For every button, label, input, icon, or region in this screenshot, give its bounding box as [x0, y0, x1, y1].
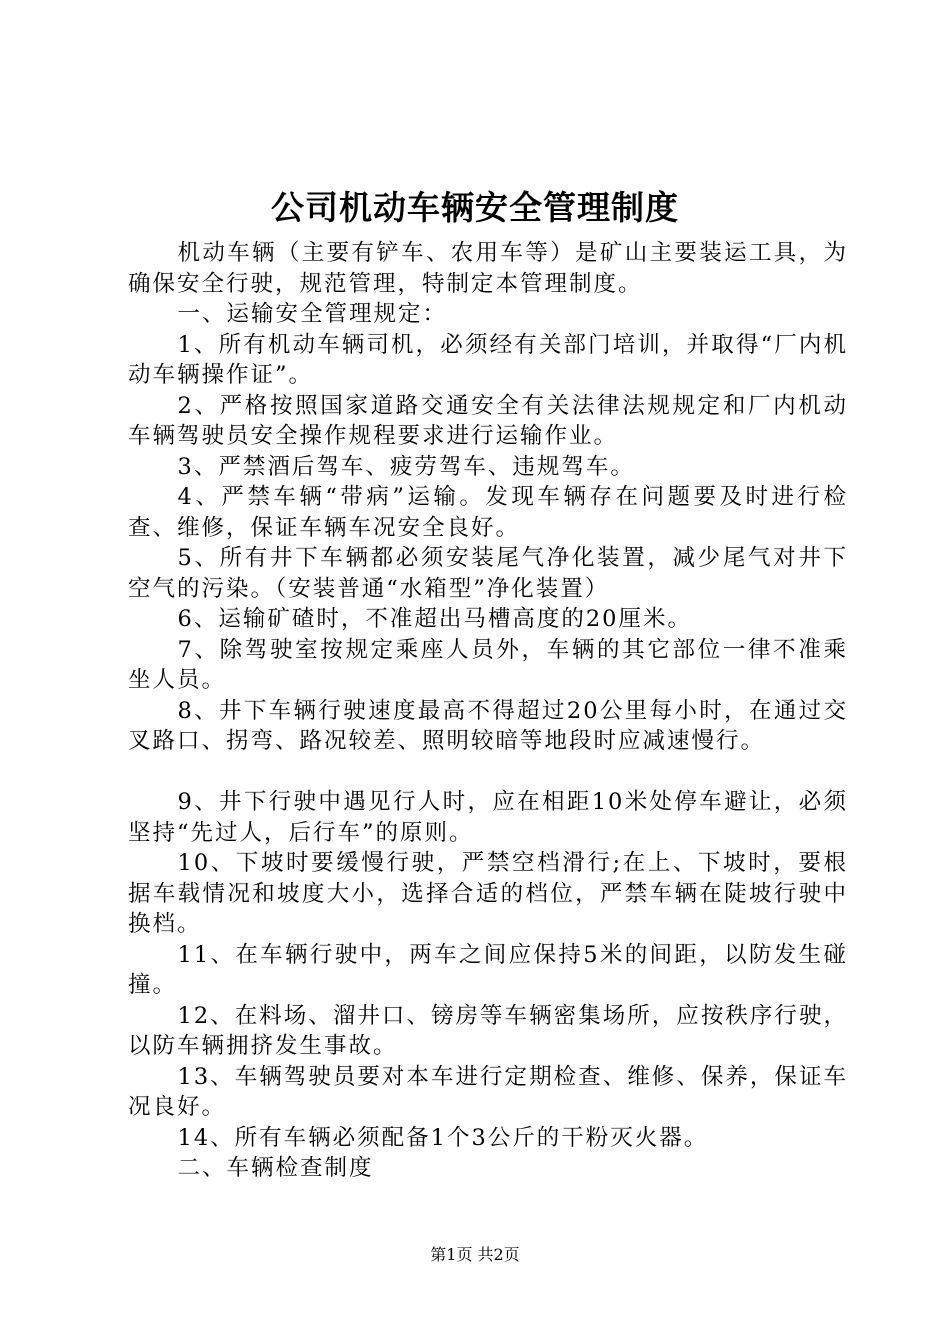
rule-item: 13、车辆驾驶员要对本车进行定期检查、维修、保养，保证车况良好。 — [128, 1063, 848, 1120]
rule-item: 10、下坡时要缓慢行驶，严禁空档滑行;在上、下坡时，要根据车载情况和坡度大小，选择合适的档位，严禁车辆在陡坡行驶中换档。 — [128, 850, 848, 937]
rule-item: 6、运输矿碴时，不准超出马槽高度的20厘米。 — [177, 606, 692, 632]
section-heading-transport: 一、运输安全管理规定： — [177, 301, 448, 327]
document-body — [128, 238, 848, 1184]
rule-item: 3、严禁酒后驾车、疲劳驾车、违规驾车。 — [177, 453, 635, 480]
rule-item: 11、在车辆行驶中，两车之间应保持5米的间距，以防发生碰撞。 — [128, 941, 848, 998]
rule-item: 4、严禁车辆“带病”运输。发现车辆存在问题要及时进行检查、维修，保证车辆车况安全良好。 — [128, 484, 848, 541]
page-number: 第1页 共2页 — [430, 1245, 520, 1264]
rule-item: 5、所有井下车辆都必须安装尾气净化装置，减少尾气对井下空气的污染。（安装普通“水箱型”净化装置） — [128, 545, 848, 602]
section-heading-inspection: 二、车辆检查制度 — [177, 1155, 374, 1181]
rule-item: 8、井下车辆行驶速度最高不得超过20公里每小时，在通过交叉路口、拐弯、路况较差、照明较暗等地段时应减速慢行。 — [128, 697, 848, 754]
document-title: 公司机动车辆安全管理制度 — [271, 188, 679, 227]
rule-item: 14、所有车辆必须配备1个3公斤的干粉灭火器。 — [177, 1124, 709, 1151]
rule-item: 2、严格按照国家道路交通安全有关法律法规规定和厂内机动车辆驾驶员安全操作规程要求进行运输作业。 — [128, 392, 848, 449]
rule-item: 1、所有机动车辆司机，必须经有关部门培训，并取得“厂内机动车辆操作证”。 — [128, 331, 848, 388]
rule-item: 12、在料场、溜井口、镑房等车辆密集场所，应按秩序行驶，以防车辆拥挤发生事故。 — [128, 1002, 848, 1059]
rule-item: 7、除驾驶室按规定乘座人员外，车辆的其它部位一律不准乘坐人员。 — [128, 636, 848, 693]
intro-paragraph: 机动车辆（主要有铲车、农用车等）是矿山主要装运工具，为确保安全行驶，规范管理，特制定本管理制度。 — [128, 240, 848, 297]
rule-item: 9、井下行驶中遇见行人时，应在相距10米处停车避让，必须坚持“先过人，后行车”的原则。 — [128, 789, 848, 846]
